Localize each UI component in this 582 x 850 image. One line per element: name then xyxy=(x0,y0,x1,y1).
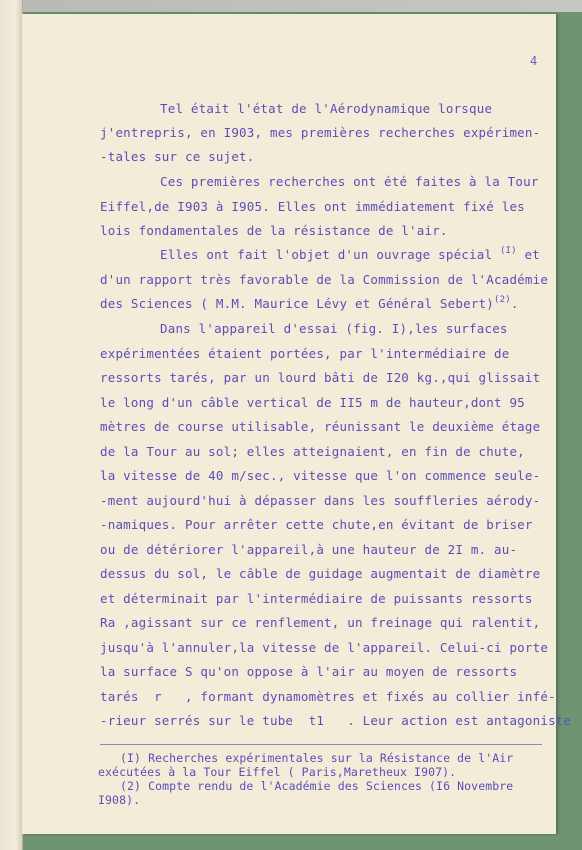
body-line: d'un rapport très favorable de la Commission de l'Académie xyxy=(100,272,549,287)
body-line: -tales sur ce sujet. xyxy=(100,149,255,164)
body-line: ressorts tarés, par un lourd bâti de I20 kg.,qui glissait xyxy=(100,370,541,385)
body-line-with-ref xyxy=(100,296,519,311)
body-line: mètres de course utilisable, réunissant le deuxième étage xyxy=(100,419,541,434)
body-line: Tel était l'état de l'Aérodynamique lorsque xyxy=(160,101,493,116)
body-line: Eiffel,de I903 à I905. Elles ont immédiatement fixé les xyxy=(100,199,525,214)
left-page-edge xyxy=(0,0,23,850)
body-line: jusqu'à l'annuler,la vitesse de l'appareil. Celui-ci porte xyxy=(100,640,549,655)
body-line: tarés r , formant dynamomètres et fixés au collier infé- xyxy=(100,689,556,704)
document-page xyxy=(22,14,572,834)
page-number: 4 xyxy=(530,54,538,68)
body-line: et déterminait par l'intermédiaire de puissants ressorts xyxy=(100,591,533,606)
body-line: -rieur serrés sur le tube t1 . Leur action est antagoniste xyxy=(100,713,572,728)
footnote-ref-1: (I) xyxy=(499,246,517,256)
body-line: Elles ont fait l'objet d'un ouvrage spécial xyxy=(160,247,493,262)
body-line: la surface S qu'on oppose à l'air au moyen de ressorts xyxy=(100,664,518,679)
body-line: j'entrepris, en I903, mes premières recherches expérimen- xyxy=(100,125,541,140)
body-line: le long d'un câble vertical de II5 m de hauteur,dont 95 xyxy=(100,395,525,410)
body-line: des Sciences ( M.M. Maurice Lévy et Général Sebert) xyxy=(100,296,495,311)
body-line: -ment aujourd'hui à dépasser dans les souffleries aérody- xyxy=(100,493,541,508)
body-line-tail: . xyxy=(510,296,519,311)
body-line: Ces premières recherches ont été faites à la Tour xyxy=(160,174,539,189)
body-line: la vitesse de 40 m/sec., vitesse que l'on commence seule- xyxy=(100,468,541,483)
body-line: expérimentées étaient portées, par l'intermédiaire de xyxy=(100,346,510,361)
body-line: de la Tour au sol; elles atteignaient, en fin de chute, xyxy=(100,444,525,459)
footnote-line: (2) Compte rendu de l'Académie des Sciences (I6 Novembre xyxy=(120,779,514,793)
body-line: lois fondamentales de la résistance de l'air. xyxy=(100,223,448,238)
body-line-with-ref xyxy=(160,247,540,262)
body-line: -namiques. Pour arrêter cette chute,en évitant de briser xyxy=(100,517,533,532)
body-line: Ra ,agissant sur ce renflement, un freinage qui ralentit, xyxy=(100,615,541,630)
body-line: dessus du sol, le câble de guidage augmentait de diamètre xyxy=(100,566,541,581)
body-line-tail: et xyxy=(524,247,540,262)
footnote-divider xyxy=(100,744,542,745)
footnote-ref-2: (2) xyxy=(494,295,511,305)
footnote-line: exécutées à la Tour Eiffel ( Paris,Maretheux I907). xyxy=(98,765,457,779)
body-line: ou de détériorer l'appareil,à une hauteur de 2I m. au- xyxy=(100,542,518,557)
footnote-line: I908). xyxy=(98,793,141,807)
footnote-line: (I) Recherches expérimentales sur la Résistance de l'Air xyxy=(120,751,514,765)
body-line: Dans l'appareil d'essai (fig. I),les surfaces xyxy=(160,321,508,336)
